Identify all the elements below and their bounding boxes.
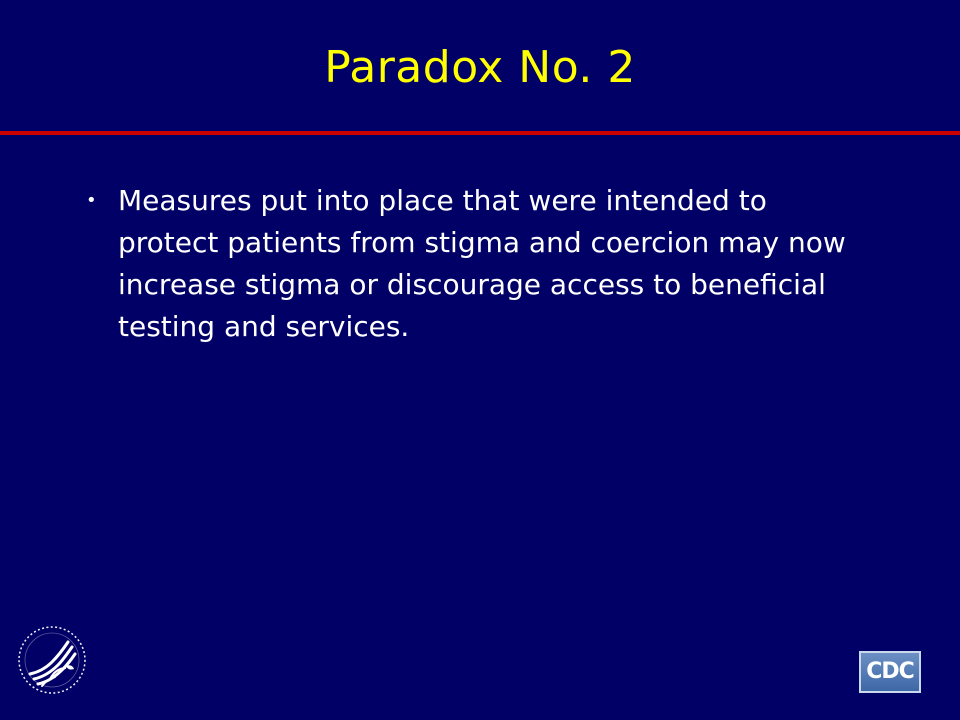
- bullet-mark: •: [86, 190, 97, 211]
- cdc-logo-icon: [859, 651, 921, 693]
- slide-title: Paradox No. 2: [324, 42, 636, 93]
- cdc-logo-text: CDC: [866, 659, 914, 684]
- bullet-text: Measures put into place that were intended to protect patients from stigma and coercion may now increase stigma or discourage access to beneficial testing and services.: [118, 184, 846, 343]
- cdc-logo-box: [859, 651, 921, 693]
- hhs-eagle-seal-icon: [12, 620, 92, 700]
- title-divider: [0, 131, 960, 135]
- bullet-item: [86, 180, 886, 348]
- bullet-list: [86, 180, 886, 348]
